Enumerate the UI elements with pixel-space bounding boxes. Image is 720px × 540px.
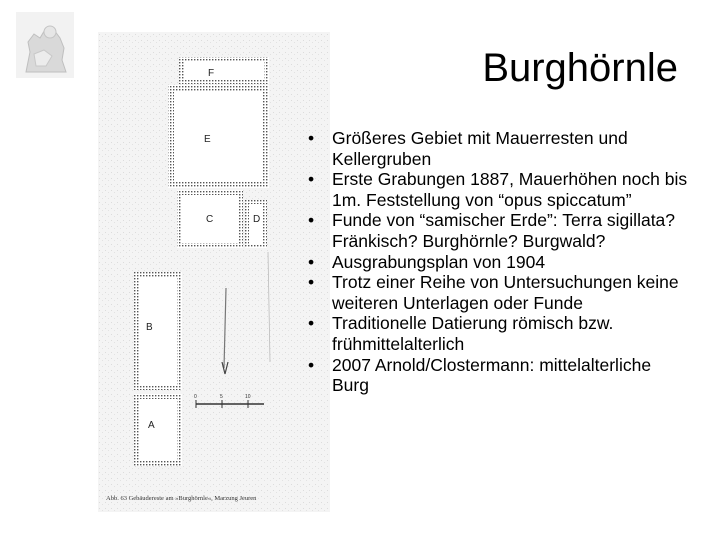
bullet-list bbox=[306, 128, 690, 396]
bullet-item bbox=[306, 355, 690, 396]
bullet-text: Ausgrabungsplan von 1904 bbox=[332, 251, 546, 272]
bullet-item bbox=[306, 169, 690, 210]
bullet-text: 2007 Arnold/Clostermann: mittelalterliche Burg bbox=[332, 354, 652, 396]
bullet-item bbox=[306, 313, 690, 354]
bullet-text: Größeres Gebiet mit Mauerresten und Kellergruben bbox=[332, 128, 628, 169]
logo-icon bbox=[16, 12, 74, 78]
bullet-dot-icon: • bbox=[308, 128, 315, 148]
bullet-item bbox=[306, 252, 690, 273]
bullet-dot-icon: • bbox=[308, 272, 315, 293]
scale-label-10: 10 bbox=[245, 394, 251, 400]
room-label-b: B bbox=[146, 322, 153, 333]
bullet-text: Erste Grabungen 1887, Mauerhöhen noch bis 1m. Feststellung von “opus spiccatum” bbox=[332, 169, 688, 210]
scale-label-5: 5 bbox=[220, 394, 223, 400]
bullet-item bbox=[306, 210, 690, 251]
room-label-d: D bbox=[253, 214, 261, 225]
bullet-text: Funde von “samischer Erde”: Terra sigillata? Fränkisch? Burghörnle? Burgwald? bbox=[332, 210, 676, 251]
bullet-dot-icon: • bbox=[308, 354, 315, 375]
slide-title: Burghörnle bbox=[482, 46, 678, 90]
room-label-e: E bbox=[204, 134, 211, 145]
bullet-text: Trotz einer Reihe von Untersuchungen keine weiteren Unterlagen oder Funde bbox=[332, 272, 679, 313]
bullet-dot-icon: • bbox=[308, 169, 315, 190]
bullet-dot-icon: • bbox=[308, 313, 315, 334]
plan-caption: Abb. 63 Gebäudereste am »Burghörnle«, Marzung Jeuren bbox=[106, 495, 257, 502]
bullet-item bbox=[306, 128, 690, 169]
room-label-a: A bbox=[148, 420, 155, 431]
bullet-text: Traditionelle Datierung römisch bzw. frühmittelalterlich bbox=[332, 313, 614, 354]
bullet-dot-icon: • bbox=[308, 210, 315, 231]
bullet-item bbox=[306, 272, 690, 313]
room-label-f: F bbox=[208, 68, 215, 79]
bullet-dot-icon: • bbox=[308, 251, 315, 272]
room-label-c: C bbox=[206, 214, 214, 225]
excavation-plan bbox=[98, 32, 330, 512]
scale-label-0: 0 bbox=[194, 394, 197, 400]
